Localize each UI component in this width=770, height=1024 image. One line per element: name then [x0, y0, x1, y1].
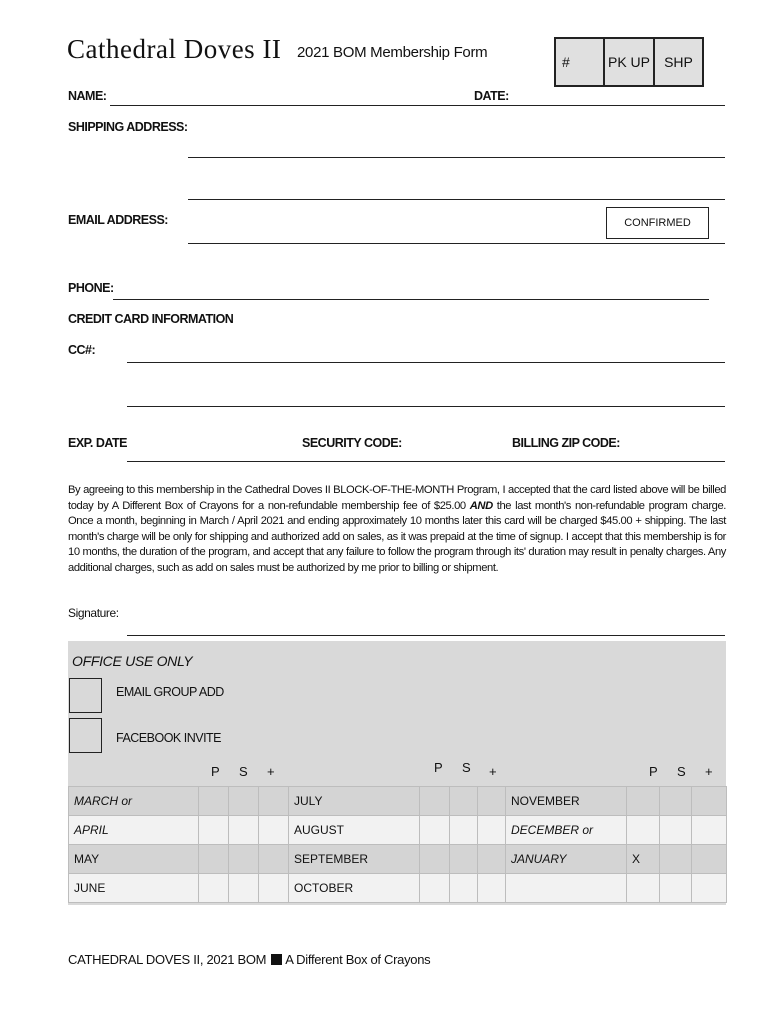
shipping-address-label: SHIPPING ADDRESS:: [68, 120, 188, 134]
phone-label: PHONE:: [68, 281, 114, 295]
month-cell: [506, 874, 627, 903]
shipping-address-line-2[interactable]: [188, 199, 725, 200]
mark-cell-p[interactable]: [420, 874, 450, 903]
mark-cell-p[interactable]: [420, 845, 450, 874]
facebook-invite-checkbox[interactable]: [69, 718, 102, 753]
mark-cell-s[interactable]: [450, 816, 478, 845]
table-row: [69, 845, 727, 874]
mark-cell-s[interactable]: [660, 816, 692, 845]
mark-cell-s[interactable]: [450, 787, 478, 816]
month-cell: JANUARY: [506, 845, 627, 874]
col-header-s: S: [239, 764, 248, 779]
mark-cell-plus[interactable]: [259, 787, 289, 816]
mark-cell-p[interactable]: [199, 845, 229, 874]
month-cell: AUGUST: [289, 816, 420, 845]
mark-cell-p[interactable]: X: [627, 845, 660, 874]
col-header-p: P: [434, 760, 443, 775]
table-row: [69, 816, 727, 845]
footer-right: A Different Box of Crayons: [285, 952, 431, 967]
security-code-label: SECURITY CODE:: [302, 436, 402, 450]
mark-cell-plus[interactable]: [478, 874, 506, 903]
mark-cell-s[interactable]: [229, 816, 259, 845]
mark-cell-s[interactable]: [229, 845, 259, 874]
month-cell: MAY: [69, 845, 199, 874]
mark-cell-s[interactable]: [450, 845, 478, 874]
mark-cell-p[interactable]: [199, 816, 229, 845]
col-header-p: P: [211, 764, 220, 779]
pickup-box[interactable]: [603, 37, 655, 87]
agreement-part-1: By agreeing to this membership in the Cathedral Doves II BLOCK-OF-THE-MONTH Program, I accepted that the card listed above will be billed today by A Different Box of Crayons for a non-refundable membership fee of $25.00: [68, 484, 726, 512]
credit-card-heading: CREDIT CARD INFORMATION: [68, 312, 234, 326]
cc-number-line-1[interactable]: [127, 362, 725, 363]
pickup-box-label: PK UP: [607, 54, 650, 70]
month-tracking-table: [68, 786, 727, 903]
agreement-part-2: the last month's non-refundable program charge. Once a month, beginning in March / April 2021 and ending approximately 10 months later this card will be charged $45.00 + shipping. The last month's charge will be only for shipping and authorized add on sales, as it was prepaid at the time of signup. I accept that this membership is for 10 months, the duration of the program, and accept that any failure to follow the program through its' duration may result in penalty charges. Any additional charges, such as add on sales must be authorized by me prior to billing or shipment.: [68, 499, 726, 574]
table-row: [69, 787, 727, 816]
mark-cell-p[interactable]: [420, 787, 450, 816]
confirmed-label: CONFIRMED: [624, 217, 691, 229]
number-box[interactable]: [554, 37, 606, 87]
month-cell: OCTOBER: [289, 874, 420, 903]
mark-cell-p[interactable]: [627, 787, 660, 816]
mark-cell-plus[interactable]: [692, 816, 727, 845]
number-box-label: #: [562, 54, 570, 70]
billing-zip-label: BILLING ZIP CODE:: [512, 436, 620, 450]
email-address-label: EMAIL ADDRESS:: [68, 213, 168, 227]
month-cell: NOVEMBER: [506, 787, 627, 816]
form-subtitle: 2021 BOM Membership Form: [297, 44, 488, 61]
shipping-address-line-1[interactable]: [188, 157, 725, 158]
cc-number-line-2[interactable]: [127, 406, 725, 407]
mark-cell-plus[interactable]: [692, 787, 727, 816]
mark-cell-p[interactable]: [199, 787, 229, 816]
month-cell: JUNE: [69, 874, 199, 903]
month-cell: JULY: [289, 787, 420, 816]
mark-cell-s[interactable]: [229, 874, 259, 903]
mark-cell-p[interactable]: [420, 816, 450, 845]
col-header-plus: +: [267, 764, 275, 779]
footer: [68, 952, 430, 967]
col-header-plus: +: [489, 764, 497, 779]
phone-field[interactable]: [113, 299, 709, 300]
email-group-add-checkbox[interactable]: [69, 678, 102, 713]
col-header-s: S: [677, 764, 686, 779]
name-label: NAME:: [68, 89, 107, 103]
signature-field[interactable]: [127, 635, 725, 636]
form-brand-title: Cathedral Doves II: [67, 34, 282, 64]
office-use-title: OFFICE USE ONLY: [72, 653, 193, 669]
mark-cell-p[interactable]: [199, 874, 229, 903]
name-field[interactable]: [110, 105, 725, 106]
email-group-add-label: EMAIL GROUP ADD: [116, 685, 224, 699]
square-bullet-icon: [271, 954, 282, 965]
ship-box[interactable]: [653, 37, 704, 87]
agreement-emphasis: AND: [469, 499, 493, 512]
cc-number-label: CC#:: [68, 343, 96, 357]
mark-cell-plus[interactable]: [478, 787, 506, 816]
month-cell: DECEMBER or: [506, 816, 627, 845]
col-header-s: S: [462, 760, 471, 775]
mark-cell-p[interactable]: [627, 874, 660, 903]
date-label: DATE:: [474, 89, 509, 103]
mark-cell-plus[interactable]: [478, 816, 506, 845]
month-cell: APRIL: [69, 816, 199, 845]
mark-cell-plus[interactable]: [259, 874, 289, 903]
mark-cell-s[interactable]: [660, 874, 692, 903]
mark-cell-s[interactable]: [660, 787, 692, 816]
mark-cell-plus[interactable]: [478, 845, 506, 874]
mark-cell-plus[interactable]: [692, 845, 727, 874]
exp-date-label: EXP. DATE: [68, 436, 127, 450]
col-header-p: P: [649, 764, 658, 779]
table-row: [69, 874, 727, 903]
col-header-plus: +: [705, 764, 713, 779]
mark-cell-plus[interactable]: [692, 874, 727, 903]
month-cell: MARCH or: [69, 787, 199, 816]
signature-label: Signature:: [68, 606, 119, 620]
month-cell: SEPTEMBER: [289, 845, 420, 874]
exp-security-zip-line[interactable]: [127, 461, 725, 462]
mark-cell-plus[interactable]: [259, 816, 289, 845]
facebook-invite-label: FACEBOOK INVITE: [116, 731, 222, 745]
mark-cell-p[interactable]: [627, 816, 660, 845]
mark-cell-s[interactable]: [229, 787, 259, 816]
footer-left: CATHEDRAL DOVES II, 2021 BOM: [68, 952, 267, 967]
confirmed-box[interactable]: [606, 207, 709, 239]
mark-cell-s[interactable]: [660, 845, 692, 874]
mark-cell-plus[interactable]: [259, 845, 289, 874]
mark-cell-s[interactable]: [450, 874, 478, 903]
ship-box-label: SHP: [664, 54, 693, 70]
agreement-text: [68, 483, 726, 576]
email-address-field[interactable]: [188, 243, 725, 244]
